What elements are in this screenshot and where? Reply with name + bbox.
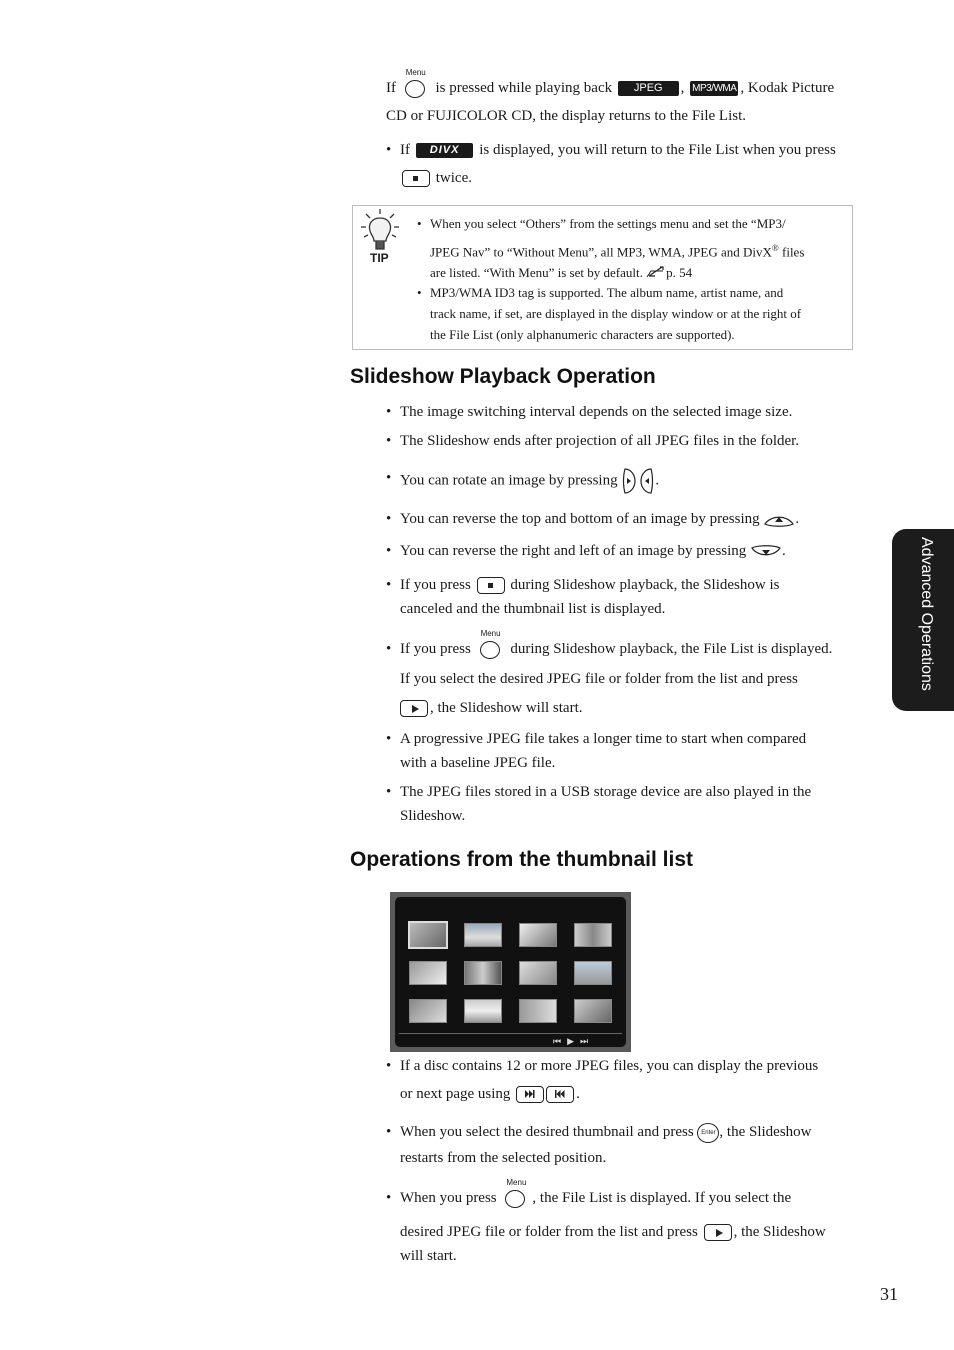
tip-text: JPEG Nav” to “Without Menu”, all MP3, WMA, JPEG and DivX <box>430 244 772 260</box>
menu-button-icon: Menu <box>478 639 504 661</box>
thumbnail <box>519 961 557 985</box>
tip-text: are listed. “With Menu” is set by default. <box>430 265 643 281</box>
reference-icon <box>646 265 666 278</box>
slideshow-heading: Slideshow Playback Operation <box>350 365 656 388</box>
bullet-text: When you press <box>400 1190 497 1206</box>
play-button-icon <box>400 700 428 717</box>
period: . <box>655 472 660 489</box>
bullet-text: Slideshow. <box>400 808 466 824</box>
thumbnail <box>409 999 447 1023</box>
bullet-text: during Slideshow playback, the Slideshow is <box>510 577 780 593</box>
tip-bullet-1: • When you select “Others” from the settings menu and set the “MP3/ JPEG Nav” to “Without Menu”, all MP3, WMA, JPEG and DivX® files are listed. “With Menu” is set by default. p. 54 <box>430 213 850 283</box>
tip-text: track name, if set, are displayed in the display window or at the right of <box>430 306 802 321</box>
mp3wma-badge: MP3/WMA <box>692 83 737 95</box>
thumbnail-bullet-1: • If a disc contains 12 or more JPEG files, you can display the previous or next page using . <box>400 1054 870 1106</box>
bullet-text: during Slideshow playback, the File List is displayed. <box>510 641 833 657</box>
slideshow-bullet-1: • The image switching interval depends on the selected image size. <box>386 404 793 420</box>
thumbnail-bullet-3: • When you press Menu , the File List is displayed. If you select the desired JPEG file or folder from the list and press , the Slideshow will start. <box>400 1186 870 1268</box>
page-reference: p. 54 <box>666 265 693 281</box>
thumbnail <box>519 923 557 947</box>
rotate-button-icon <box>621 466 655 496</box>
bullet-text: You can reverse the top and bottom of an image by pressing <box>400 511 760 527</box>
thumbnail <box>409 961 447 985</box>
down-button-icon <box>750 544 782 560</box>
up-button-icon <box>763 512 795 528</box>
thumbnail <box>464 923 502 947</box>
slideshow-bullet-6: • If you press during Slideshow playback, the Slideshow is canceled and the thumbnail list is displayed. <box>400 573 860 621</box>
bullet-text: desired JPEG file or folder from the list and press <box>400 1224 698 1240</box>
enter-button-icon: Enter <box>697 1123 719 1143</box>
thumbnail <box>464 961 502 985</box>
bullet-text: The image switching interval depends on the selected image size. <box>400 404 793 420</box>
play-button-icon <box>704 1224 732 1241</box>
bullet-text: will start. <box>400 1248 457 1264</box>
bullet-text: If you press <box>400 641 471 657</box>
prev-button-icon <box>546 1086 574 1103</box>
stop-button-icon <box>477 577 505 594</box>
intro-line2: CD or FUJICOLOR CD, the display returns to the File List. <box>386 108 746 124</box>
bullet-divx: • If DIVX is displayed, you will return to the File List when you press twice. <box>386 142 836 186</box>
bullet-text: If <box>400 142 410 158</box>
thumbnail-screen <box>395 897 626 1047</box>
slideshow-bullet-2: • The Slideshow ends after projection of all JPEG files in the folder. <box>386 433 800 449</box>
slideshow-bullet-7: • If you press Menu during Slideshow playback, the File List is displayed. If you select the desired JPEG file or folder from the list and press , the Slideshow will start. <box>400 637 870 720</box>
slideshow-bullet-8: • A progressive JPEG file takes a longer time to start when compared with a baseline JPEG file. <box>400 727 860 775</box>
divx-badge: DIVX <box>416 143 474 158</box>
jpeg-badge: JPEG <box>618 81 679 96</box>
stop-button-icon <box>402 170 430 187</box>
bullet-text: You can reverse the right and left of an image by pressing <box>400 543 747 559</box>
bullet-text: , the Slideshow <box>719 1124 812 1140</box>
thumbnail <box>574 961 612 985</box>
intro-text: is pressed while playing back <box>435 80 613 96</box>
thumbnail-selected <box>408 921 448 949</box>
thumbnail-bullet-2: • When you select the desired thumbnail and press Enter , the Slideshow restarts from the selected position. <box>400 1120 870 1170</box>
thumbnail-heading: Operations from the thumbnail list <box>350 848 694 871</box>
bullet-text: The JPEG files stored in a USB storage device are also played in the <box>400 784 812 800</box>
bullet-text: If you press <box>400 577 471 593</box>
comma: , <box>680 80 685 96</box>
tip-text: MP3/WMA ID3 tag is supported. The album name, artist name, and <box>430 285 784 300</box>
bullet-text: You can rotate an image by pressing <box>400 472 618 489</box>
tip-text: the File List (only alphanumeric characters are supported). <box>430 327 735 342</box>
slideshow-bullet-9: • The JPEG files stored in a USB storage device are also played in the Slideshow. <box>400 780 860 828</box>
bullet-text: A progressive JPEG file takes a longer time to start when compared <box>400 731 807 747</box>
thumbnail <box>519 999 557 1023</box>
thumbnail-list-screenshot <box>390 892 631 1052</box>
intro-paragraph <box>386 67 866 128</box>
bullet-text: , the Slideshow will start. <box>430 700 583 716</box>
tip-bullet-2: • MP3/WMA ID3 tag is supported. The album name, artist name, and track name, if set, are displayed in the display window or at the right of the File List (only alphanumeric characters are supported). <box>430 282 850 345</box>
thumbnail-nav-bar <box>399 1033 622 1034</box>
next-button-icon <box>516 1086 544 1103</box>
slideshow-bullet-3: • You can rotate an image by pressing . <box>400 466 860 496</box>
bullet-text: with a baseline JPEG file. <box>400 755 556 771</box>
tip-lightbulb-icon <box>358 207 402 253</box>
tip-text: files <box>782 244 805 260</box>
slideshow-bullet-4: • You can reverse the top and bottom of an image by pressing . <box>386 511 800 527</box>
bullet-text: twice. <box>435 170 472 186</box>
menu-button-icon: Menu <box>403 78 429 100</box>
bullet-text: The Slideshow ends after projection of all JPEG files in the folder. <box>400 433 800 449</box>
bullet-text: is displayed, you will return to the File List when you press <box>479 142 836 158</box>
slideshow-bullet-5: • You can reverse the right and left of an image by pressing . <box>386 543 786 559</box>
registered-mark: ® <box>771 243 779 253</box>
section-side-tab-label: Advanced Operations <box>918 537 935 691</box>
menu-button-icon: Menu <box>503 1188 529 1210</box>
period: . <box>795 511 800 527</box>
tip-text: When you select “Others” from the settings menu and set the “MP3/ <box>430 216 786 231</box>
intro-text: If <box>386 80 396 96</box>
bullet-text: If you select the desired JPEG file or folder from the list and press <box>400 671 798 687</box>
page-number: 31 <box>880 1284 898 1304</box>
thumbnail-nav-icons: ⏮▶⏭ <box>553 1037 595 1047</box>
period: . <box>782 543 786 559</box>
thumbnail <box>574 923 612 947</box>
bullet-text: or next page using <box>400 1086 511 1102</box>
bullet-text: , the Slideshow <box>733 1224 826 1240</box>
period: . <box>576 1086 580 1102</box>
bullet-text: When you select the desired thumbnail and press <box>400 1124 694 1140</box>
bullet-text: canceled and the thumbnail list is displayed. <box>400 601 666 617</box>
tip-label: TIP <box>370 251 389 265</box>
thumbnail <box>574 999 612 1023</box>
bullet-text: , the File List is displayed. If you select the <box>532 1190 792 1206</box>
bullet-text: If a disc contains 12 or more JPEG files, you can display the previous <box>400 1058 819 1074</box>
intro-text: , Kodak Picture <box>740 80 835 96</box>
bullet-text: restarts from the selected position. <box>400 1150 607 1166</box>
thumbnail <box>464 999 502 1023</box>
